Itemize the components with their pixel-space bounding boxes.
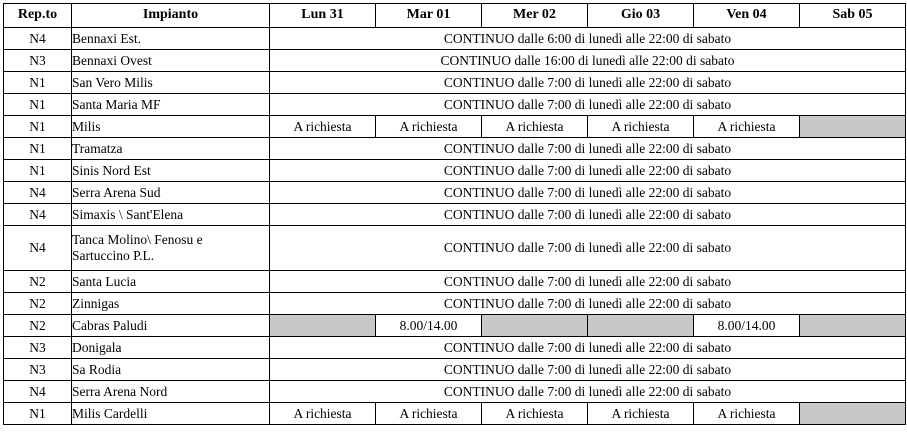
cell-reparto: N1 (4, 72, 72, 94)
column-header-mer-02: Mer 02 (482, 4, 588, 28)
cell-reparto: N4 (4, 204, 72, 226)
cell-impianto: Serra Arena Sud (72, 182, 270, 204)
cell-impianto: Bennaxi Ovest (72, 50, 270, 72)
cell-schedule-span: CONTINUO dalle 7:00 di lunedì alle 22:00 di sabato (270, 72, 906, 94)
cell-schedule-span: CONTINUO dalle 7:00 di lunedì alle 22:00 di sabato (270, 359, 906, 381)
cell-reparto: N4 (4, 226, 72, 271)
cell-schedule-span: CONTINUO dalle 7:00 di lunedì alle 22:00 di sabato (270, 160, 906, 182)
cell-day-3: A richiesta (482, 116, 588, 138)
cell-reparto: N4 (4, 182, 72, 204)
cell-reparto: N1 (4, 94, 72, 116)
cell-day-1 (270, 315, 376, 337)
cell-day-5: A richiesta (694, 116, 800, 138)
table-row (4, 204, 906, 226)
cell-day-6 (800, 315, 906, 337)
cell-impianto: Serra Arena Nord (72, 381, 270, 403)
cell-reparto: N1 (4, 116, 72, 138)
cell-day-4: A richiesta (588, 403, 694, 425)
cell-impianto: Sinis Nord Est (72, 160, 270, 182)
table-body (4, 28, 906, 425)
table-row (4, 226, 906, 271)
cell-day-4 (588, 315, 694, 337)
column-header-mar-01: Mar 01 (376, 4, 482, 28)
cell-day-6 (800, 403, 906, 425)
table-row (4, 138, 906, 160)
table-row (4, 381, 906, 403)
cell-impianto: Milis Cardelli (72, 403, 270, 425)
cell-impianto-line1: Tanca Molino\ Fenosu e (72, 232, 203, 248)
column-header-ven-04: Ven 04 (694, 4, 800, 28)
cell-schedule-span: CONTINUO dalle 7:00 di lunedì alle 22:00 di sabato (270, 138, 906, 160)
cell-impianto: Santa Lucia (72, 271, 270, 293)
cell-impianto-line2: Sartuccino P.L. (72, 248, 155, 263)
cell-reparto: N3 (4, 337, 72, 359)
table-row (4, 271, 906, 293)
cell-reparto: N4 (4, 28, 72, 50)
cell-reparto: N3 (4, 359, 72, 381)
cell-impianto: Simaxis \ Sant'Elena (72, 204, 270, 226)
table-row (4, 116, 906, 138)
table-row (4, 337, 906, 359)
cell-day-6 (800, 116, 906, 138)
cell-day-5: 8.00/14.00 (694, 315, 800, 337)
cell-reparto: N1 (4, 138, 72, 160)
table-row (4, 160, 906, 182)
table-row (4, 28, 906, 50)
cell-reparto: N1 (4, 160, 72, 182)
schedule-sheet (0, 3, 907, 435)
cell-day-1: A richiesta (270, 403, 376, 425)
cell-impianto: Santa Maria MF (72, 94, 270, 116)
cell-impianto: Sa Rodia (72, 359, 270, 381)
cell-schedule-span: CONTINUO dalle 16:00 di lunedì alle 22:00 di sabato (270, 50, 906, 72)
table-row (4, 293, 906, 315)
table-row (4, 182, 906, 204)
table-row (4, 359, 906, 381)
table-row (4, 50, 906, 72)
cell-schedule-span: CONTINUO dalle 7:00 di lunedì alle 22:00 di sabato (270, 293, 906, 315)
cell-schedule-span: CONTINUO dalle 7:00 di lunedì alle 22:00 di sabato (270, 381, 906, 403)
cell-schedule-span: CONTINUO dalle 7:00 di lunedì alle 22:00 di sabato (270, 271, 906, 293)
cell-day-3 (482, 315, 588, 337)
cell-day-4: A richiesta (588, 116, 694, 138)
cell-day-2: A richiesta (376, 403, 482, 425)
cell-impianto (72, 226, 270, 271)
cell-impianto: Milis (72, 116, 270, 138)
cell-day-5: A richiesta (694, 403, 800, 425)
cell-impianto: Bennaxi Est. (72, 28, 270, 50)
cell-reparto: N2 (4, 315, 72, 337)
cell-schedule-span: CONTINUO dalle 7:00 di lunedì alle 22:00 di sabato (270, 226, 906, 271)
cell-impianto: San Vero Milis (72, 72, 270, 94)
cell-reparto: N2 (4, 293, 72, 315)
table-row (4, 72, 906, 94)
table-row (4, 315, 906, 337)
header-row (4, 4, 906, 28)
table-row (4, 94, 906, 116)
cell-reparto: N1 (4, 403, 72, 425)
table-row (4, 403, 906, 425)
cell-day-1: A richiesta (270, 116, 376, 138)
column-header-impianto: Impianto (72, 4, 270, 28)
cell-impianto: Cabras Paludi (72, 315, 270, 337)
table-header (4, 4, 906, 28)
cell-schedule-span: CONTINUO dalle 7:00 di lunedì alle 22:00 di sabato (270, 204, 906, 226)
cell-reparto: N2 (4, 271, 72, 293)
cell-day-2: 8.00/14.00 (376, 315, 482, 337)
cell-impianto: Donigala (72, 337, 270, 359)
column-header-lun-31: Lun 31 (270, 4, 376, 28)
cell-schedule-span: CONTINUO dalle 6:00 di lunedì alle 22:00 di sabato (270, 28, 906, 50)
cell-impianto: Tramatza (72, 138, 270, 160)
schedule-table (3, 3, 906, 425)
cell-schedule-span: CONTINUO dalle 7:00 di lunedì alle 22:00 di sabato (270, 337, 906, 359)
cell-reparto: N4 (4, 381, 72, 403)
cell-day-2: A richiesta (376, 116, 482, 138)
cell-reparto: N3 (4, 50, 72, 72)
column-header-reparto: Rep.to (4, 4, 72, 28)
cell-day-3: A richiesta (482, 403, 588, 425)
column-header-sab-05: Sab 05 (800, 4, 906, 28)
column-header-gio-03: Gio 03 (588, 4, 694, 28)
cell-impianto: Zinnigas (72, 293, 270, 315)
cell-schedule-span: CONTINUO dalle 7:00 di lunedì alle 22:00 di sabato (270, 94, 906, 116)
cell-schedule-span: CONTINUO dalle 7:00 di lunedì alle 22:00 di sabato (270, 182, 906, 204)
